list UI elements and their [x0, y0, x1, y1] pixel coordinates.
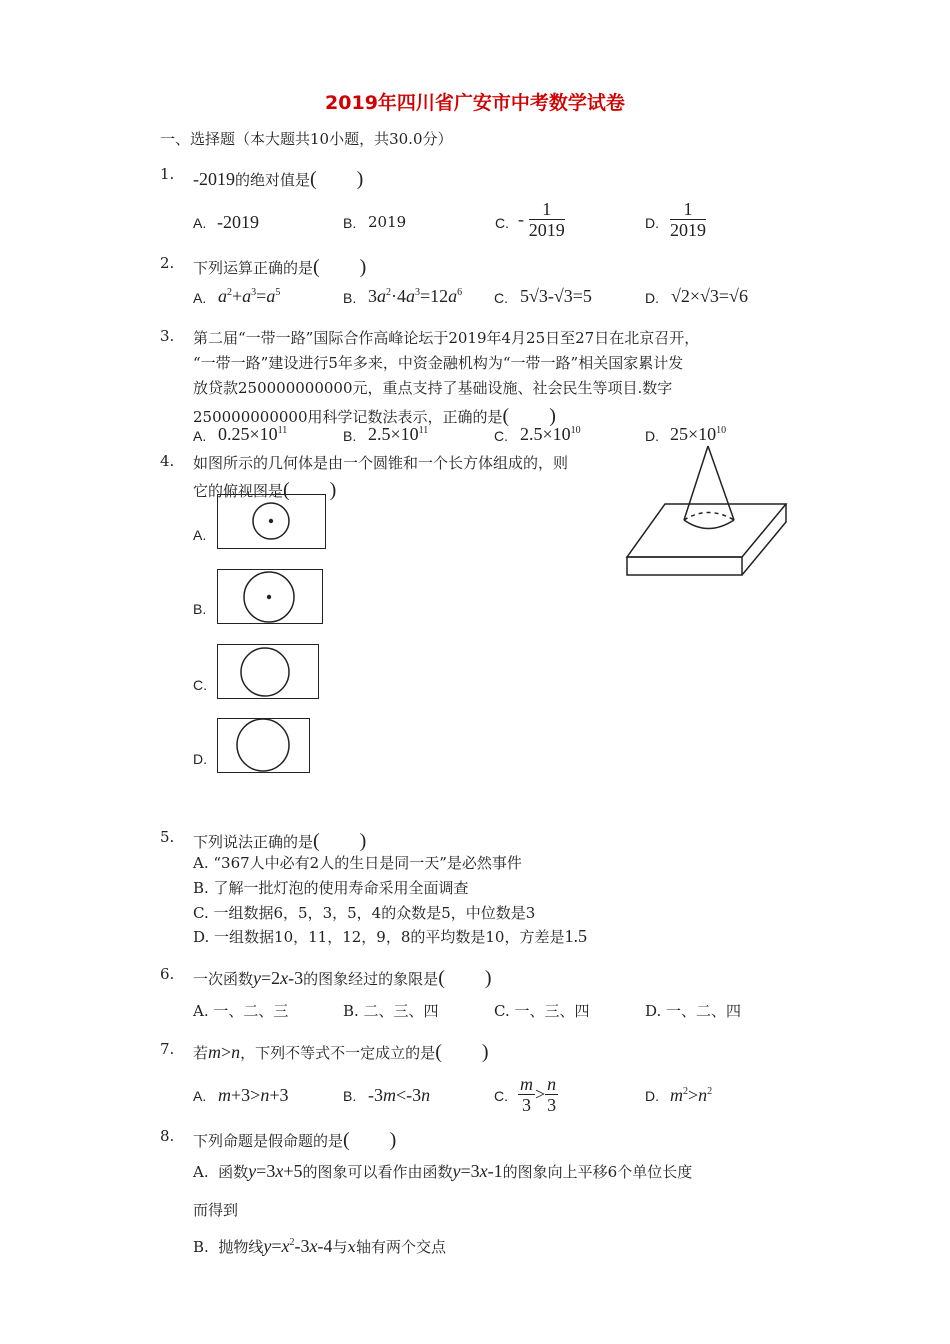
- option-b: B. 抛物线$y=x^2-3x-4$与x轴有两个交点: [193, 1236, 447, 1256]
- option-a: A. “367人中必有2人的生日是同一天”是必然事件: [193, 854, 522, 872]
- option-c: $2.5\times 10^{10}$: [520, 424, 581, 444]
- option-c-figure: [217, 644, 319, 699]
- option-label: A.: [193, 215, 207, 231]
- option-label: B.: [343, 428, 357, 444]
- option-d: $25\times 10^{10}$: [670, 424, 727, 444]
- question-stem: -2019的绝对值是( ): [193, 168, 364, 190]
- option-a: A. 一、二、三: [193, 1002, 289, 1020]
- question-number: 5.: [160, 828, 175, 846]
- question-number: 7.: [160, 1040, 175, 1058]
- option-label: C.: [494, 428, 508, 444]
- option-d: $\frac{1}{2019}$: [670, 199, 706, 240]
- option-b: B. 二、三、四: [343, 1002, 439, 1020]
- option-d: $m^2>n^2$: [670, 1085, 713, 1105]
- question-number: 2.: [160, 254, 175, 272]
- option-c: C. 一、三、四: [494, 1002, 590, 1020]
- question-stem-line: 如图所示的几何体是由一个圆锥和一个长方体组成的，则: [193, 454, 569, 472]
- option-d-figure: [217, 718, 310, 773]
- option-label: B.: [193, 601, 207, 617]
- question-stem: 一次函数y=2x-3的图象经过的象限是( ): [193, 967, 492, 989]
- option-a: $a^2+a^3=a^5$: [218, 286, 281, 306]
- question-stem-line: “一带一路”建设进行5年多来，中资金融机构为“一带一路”相关国家累计发: [193, 354, 684, 372]
- option-b: 2019: [368, 213, 407, 231]
- option-label: A.: [193, 527, 207, 543]
- question-stem: 下列说法正确的是( ): [193, 830, 367, 852]
- option-b-figure: [217, 569, 323, 624]
- option-a: -2019: [217, 212, 259, 232]
- question-stem: 下列命题是假命题的是( ): [193, 1129, 397, 1151]
- option-c: - $\frac{1}{2019}$: [518, 199, 565, 240]
- option-a: $0.25\times 10^{11}$: [218, 424, 288, 444]
- option-label: C.: [494, 290, 508, 306]
- option-d: D. 一、二、四: [645, 1002, 742, 1020]
- option-a-figure: [217, 494, 326, 549]
- option-d: √2×√3=√6: [671, 286, 748, 306]
- question-stem-line: 它的俯视图是( ): [193, 479, 337, 501]
- question-stem-line: 250000000000用科学记数法表示，正确的是( ): [193, 405, 556, 427]
- option-b: $3a^2\cdot 4a^3=12a^6$: [368, 286, 463, 306]
- option-a: m+3>n+3: [218, 1085, 289, 1105]
- option-label: C.: [494, 1088, 508, 1104]
- question-stem: 若m>n，下列不等式不一定成立的是( ): [193, 1041, 489, 1063]
- section-heading: 一、选择题（本大题共10小题，共30.0分）: [160, 130, 453, 148]
- question-stem: 下列运算正确的是( ): [193, 256, 367, 278]
- question-number: 1.: [160, 165, 175, 183]
- option-label: B.: [343, 1088, 357, 1104]
- option-label: A.: [193, 428, 207, 444]
- option-c: $\frac{m}{3}$ > $\frac{n}{3}$: [520, 1074, 557, 1115]
- option-label: B.: [343, 290, 357, 306]
- question-number: 4.: [160, 452, 175, 470]
- option-label: C.: [193, 677, 207, 693]
- question-number: 8.: [160, 1127, 175, 1145]
- question-stem-line: 第二届“一带一路”国际合作高峰论坛于2019年4月25日至27日在北京召开，: [193, 329, 700, 347]
- option-d: D. 一组数据10，11，12，9，8的平均数是10，方差是1.5: [193, 926, 587, 946]
- option-label: D.: [645, 215, 659, 231]
- page-title: 2019年四川省广安市中考数学试卷: [325, 92, 625, 114]
- cone-on-cuboid-figure: [620, 440, 790, 580]
- question-number: 3.: [160, 327, 175, 345]
- question-number: 6.: [160, 965, 175, 983]
- option-c: C. 一组数据6，5，3，5，4的众数是5，中位数是3: [193, 904, 536, 922]
- option-b: B. 了解一批灯泡的使用寿命采用全面调查: [193, 879, 469, 897]
- option-label: D.: [645, 428, 659, 444]
- option-label: C.: [495, 215, 509, 231]
- option-label: B.: [343, 215, 357, 231]
- option-a-continued: 而得到: [193, 1201, 239, 1219]
- option-c: 5√3-√3=5: [520, 286, 592, 306]
- option-label: D.: [645, 1088, 659, 1104]
- option-label: A.: [193, 290, 207, 306]
- question-stem-line: 放贷款250000000000元，重点支持了基础设施、社会民生等项目.数字: [193, 379, 673, 397]
- option-label: D.: [645, 290, 659, 306]
- option-b: $2.5\times 10^{11}$: [368, 424, 429, 444]
- option-label: A.: [193, 1088, 207, 1104]
- option-label: D.: [193, 751, 207, 767]
- option-a: A. 函数y=3x+5的图象可以看作由函数y=3x-1的图象向上平移6个单位长度: [193, 1161, 693, 1181]
- option-b: -3m<-3n: [368, 1085, 431, 1105]
